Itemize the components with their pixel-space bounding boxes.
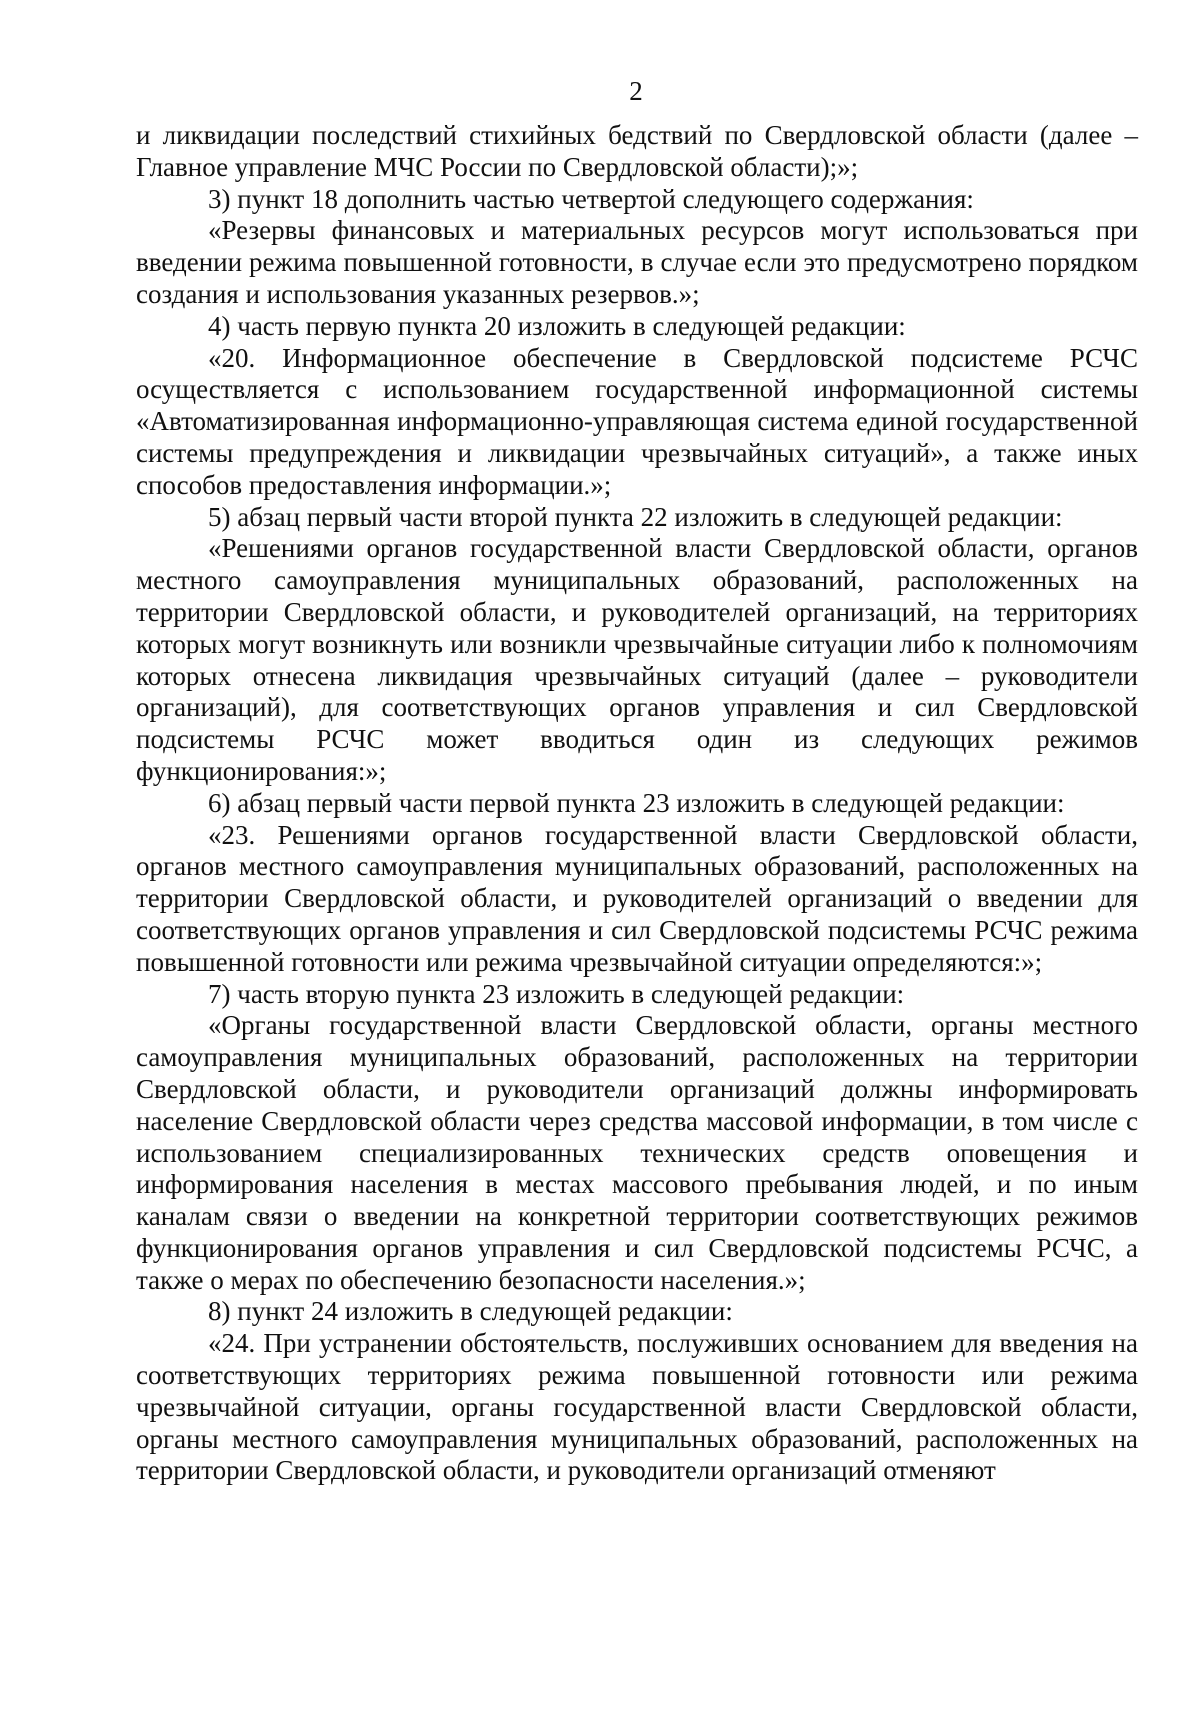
paragraph-item-7-text: «Органы государственной власти Свердловской области, органы местного самоуправления муниципальных образований, расположенных на территории Свердловской области, и руководители организаций должны информировать население Свердловской области через средства массовой информации, в том числе с использованием специализированных технических средств оповещения и информирования населения в местах массового пребывания людей, и по иным каналам связи о введении на конкретной территории соответствующих режимов функционирования органов управления и сил Свердловской подсистемы РСЧС, а также о мерах по обеспечению безопасности населения.»; [136, 1010, 1138, 1295]
paragraph-item-6: 6) абзац первый части первой пункта 23 изложить в следующей редакции: [208, 787, 1065, 818]
paragraph-item-5-text: «Решениями органов государственной власти Свердловской области, органов местного самоуправления муниципальных образований, расположенных на территории Свердловской области, и руководителей организаций, на территориях которых могут возникнуть или возникли чрезвычайные ситуации либо к полномочиям которых отнесена ликвидация чрезвычайных ситуаций (далее – руководители организаций), для соответствующих органов управления и сил Свердловской подсистемы РСЧС может вводиться один из следующих режимов функционирования:»; [136, 533, 1138, 786]
paragraph-item-5: 5) абзац первый части второй пункта 22 изложить в следующей редакции: [208, 501, 1063, 532]
paragraph-item-4-text: «20. Информационное обеспечение в Свердловской подсистеме РСЧС осуществляется с использованием государственной информационной системы «Автоматизированная информационно-управляющая система единой государственной системы предупреждения и ликвидации чрезвычайных ситуаций», а также иных способов предоставления информации.»; [136, 342, 1138, 500]
paragraph-item-3-text: «Резервы финансовых и материальных ресурсов могут использоваться при введении режима повышенной готовности, в случае если это предусмотрено порядком создания и использования указанных резервов.»; [136, 215, 1138, 309]
paragraph-item-8-text: «24. При устранении обстоятельств, послуживших основанием для введения на соответствующих территориях режима повышенной готовности или режима чрезвычайной ситуации, органы государственной власти Свердловской области, органы местного самоуправления муниципальных образований, расположенных на территории Свердловской области, и руководители организаций отменяют [136, 1328, 1138, 1486]
paragraph-item-3: 3) пункт 18 дополнить частью четвертой следующего содержания: [208, 183, 974, 214]
paragraph-item-4: 4) часть первую пункта 20 изложить в следующей редакции: [208, 310, 906, 341]
paragraph-item-7: 7) часть вторую пункта 23 изложить в следующей редакции: [208, 978, 905, 1009]
page-number: 2 [629, 76, 643, 106]
paragraph-item-8: 8) пункт 24 изложить в следующей редакции: [208, 1296, 733, 1327]
paragraph-item-6-text: «23. Решениями органов государственной власти Свердловской области, органов местного самоуправления муниципальных образований, расположенных на территории Свердловской области, и руководителей организаций о введении для соответствующих органов управления и сил Свердловской подсистемы РСЧС режима повышенной готовности или режима чрезвычайной ситуации определяются:»; [136, 819, 1138, 977]
document-body [136, 120, 1138, 1487]
paragraph-continuation: и ликвидации последствий стихийных бедствий по Свердловской области (далее – Главное управление МЧС России по Свердловской области);»; [136, 120, 1138, 182]
